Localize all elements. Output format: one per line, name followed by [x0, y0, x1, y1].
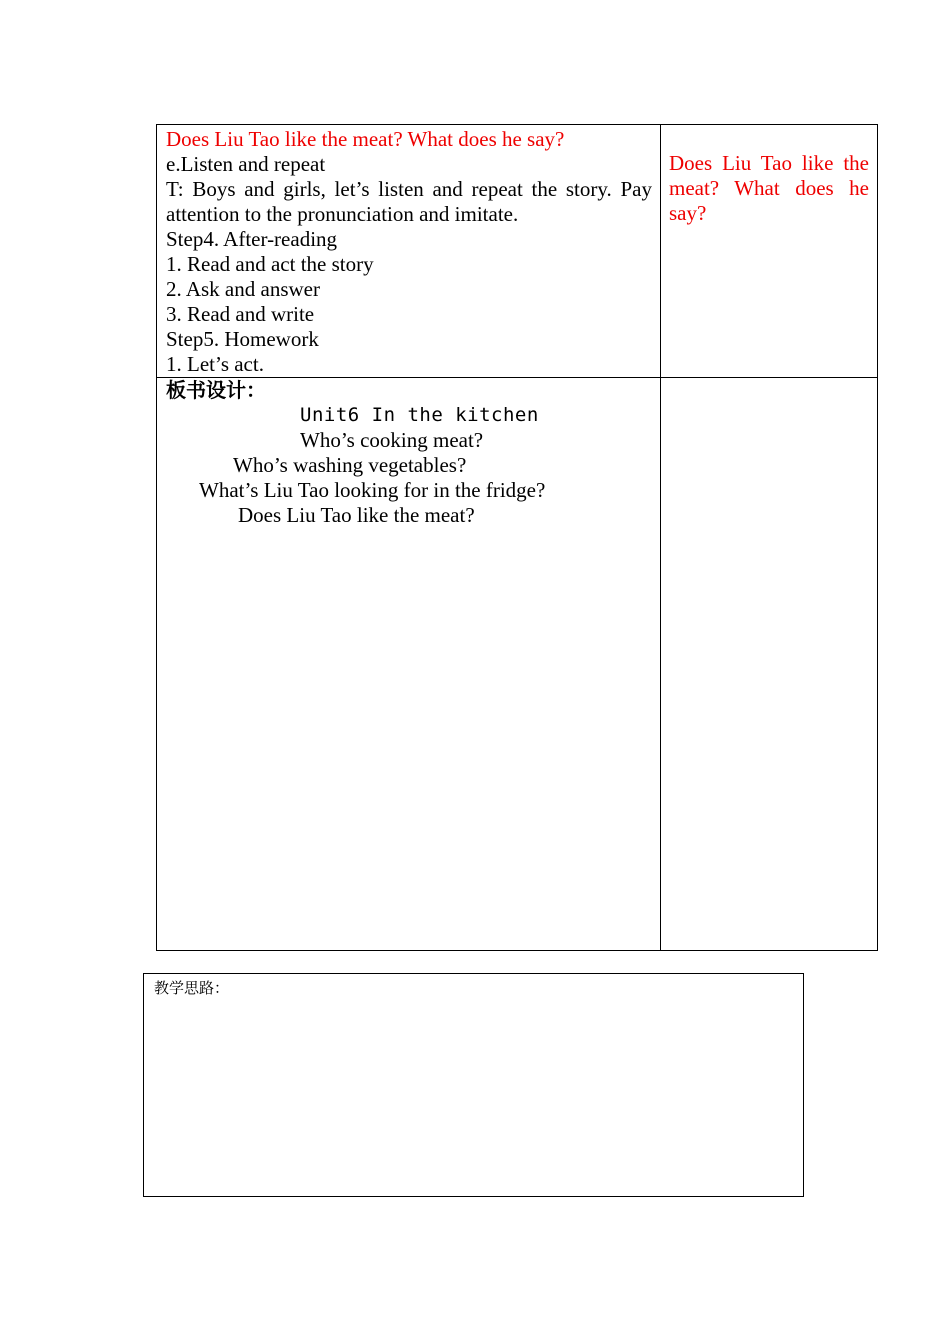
board-design-cell — [157, 378, 661, 951]
board-design-row — [157, 378, 878, 951]
board-design-notes-cell — [661, 378, 878, 951]
question-line: Does Liu Tao like the meat? What does he say? — [166, 127, 565, 151]
teacher-instruction-line: T: Boys and girls, let’s listen and repeat the story. Pay attention to the pronunciation and imitate. — [166, 177, 652, 226]
ask-answer-line: 2. Ask and answer — [166, 277, 320, 301]
intent-text: Does Liu Tao like the meat? What does he say? — [669, 151, 869, 225]
procedure-cell — [157, 125, 661, 378]
read-write-line: 3. Read and write — [166, 302, 315, 326]
board-line-3: What’s Liu Tao looking for in the fridge? — [199, 478, 546, 502]
step5-line: Step5. Homework — [166, 327, 319, 351]
intent-cell — [661, 125, 878, 378]
homework-item-line: 1. Let’s act. — [166, 352, 264, 376]
teaching-notes-box — [143, 973, 804, 1197]
step4-line: Step4. After-reading — [166, 227, 338, 251]
procedure-row — [157, 125, 878, 378]
board-line-2: Who’s washing vegetables? — [233, 453, 467, 477]
lesson-plan-table — [156, 124, 878, 951]
read-act-line: 1. Read and act the story — [166, 252, 374, 276]
board-line-4: Does Liu Tao like the meat? — [238, 503, 475, 527]
board-design-heading: 板书设计： — [166, 378, 266, 402]
board-line-1: Who’s cooking meat? — [300, 428, 484, 452]
board-title: Unit6 In the kitchen — [300, 404, 539, 426]
listen-repeat-line: e.Listen and repeat — [166, 152, 326, 176]
teaching-notes-label: 教学思路： — [154, 979, 230, 997]
